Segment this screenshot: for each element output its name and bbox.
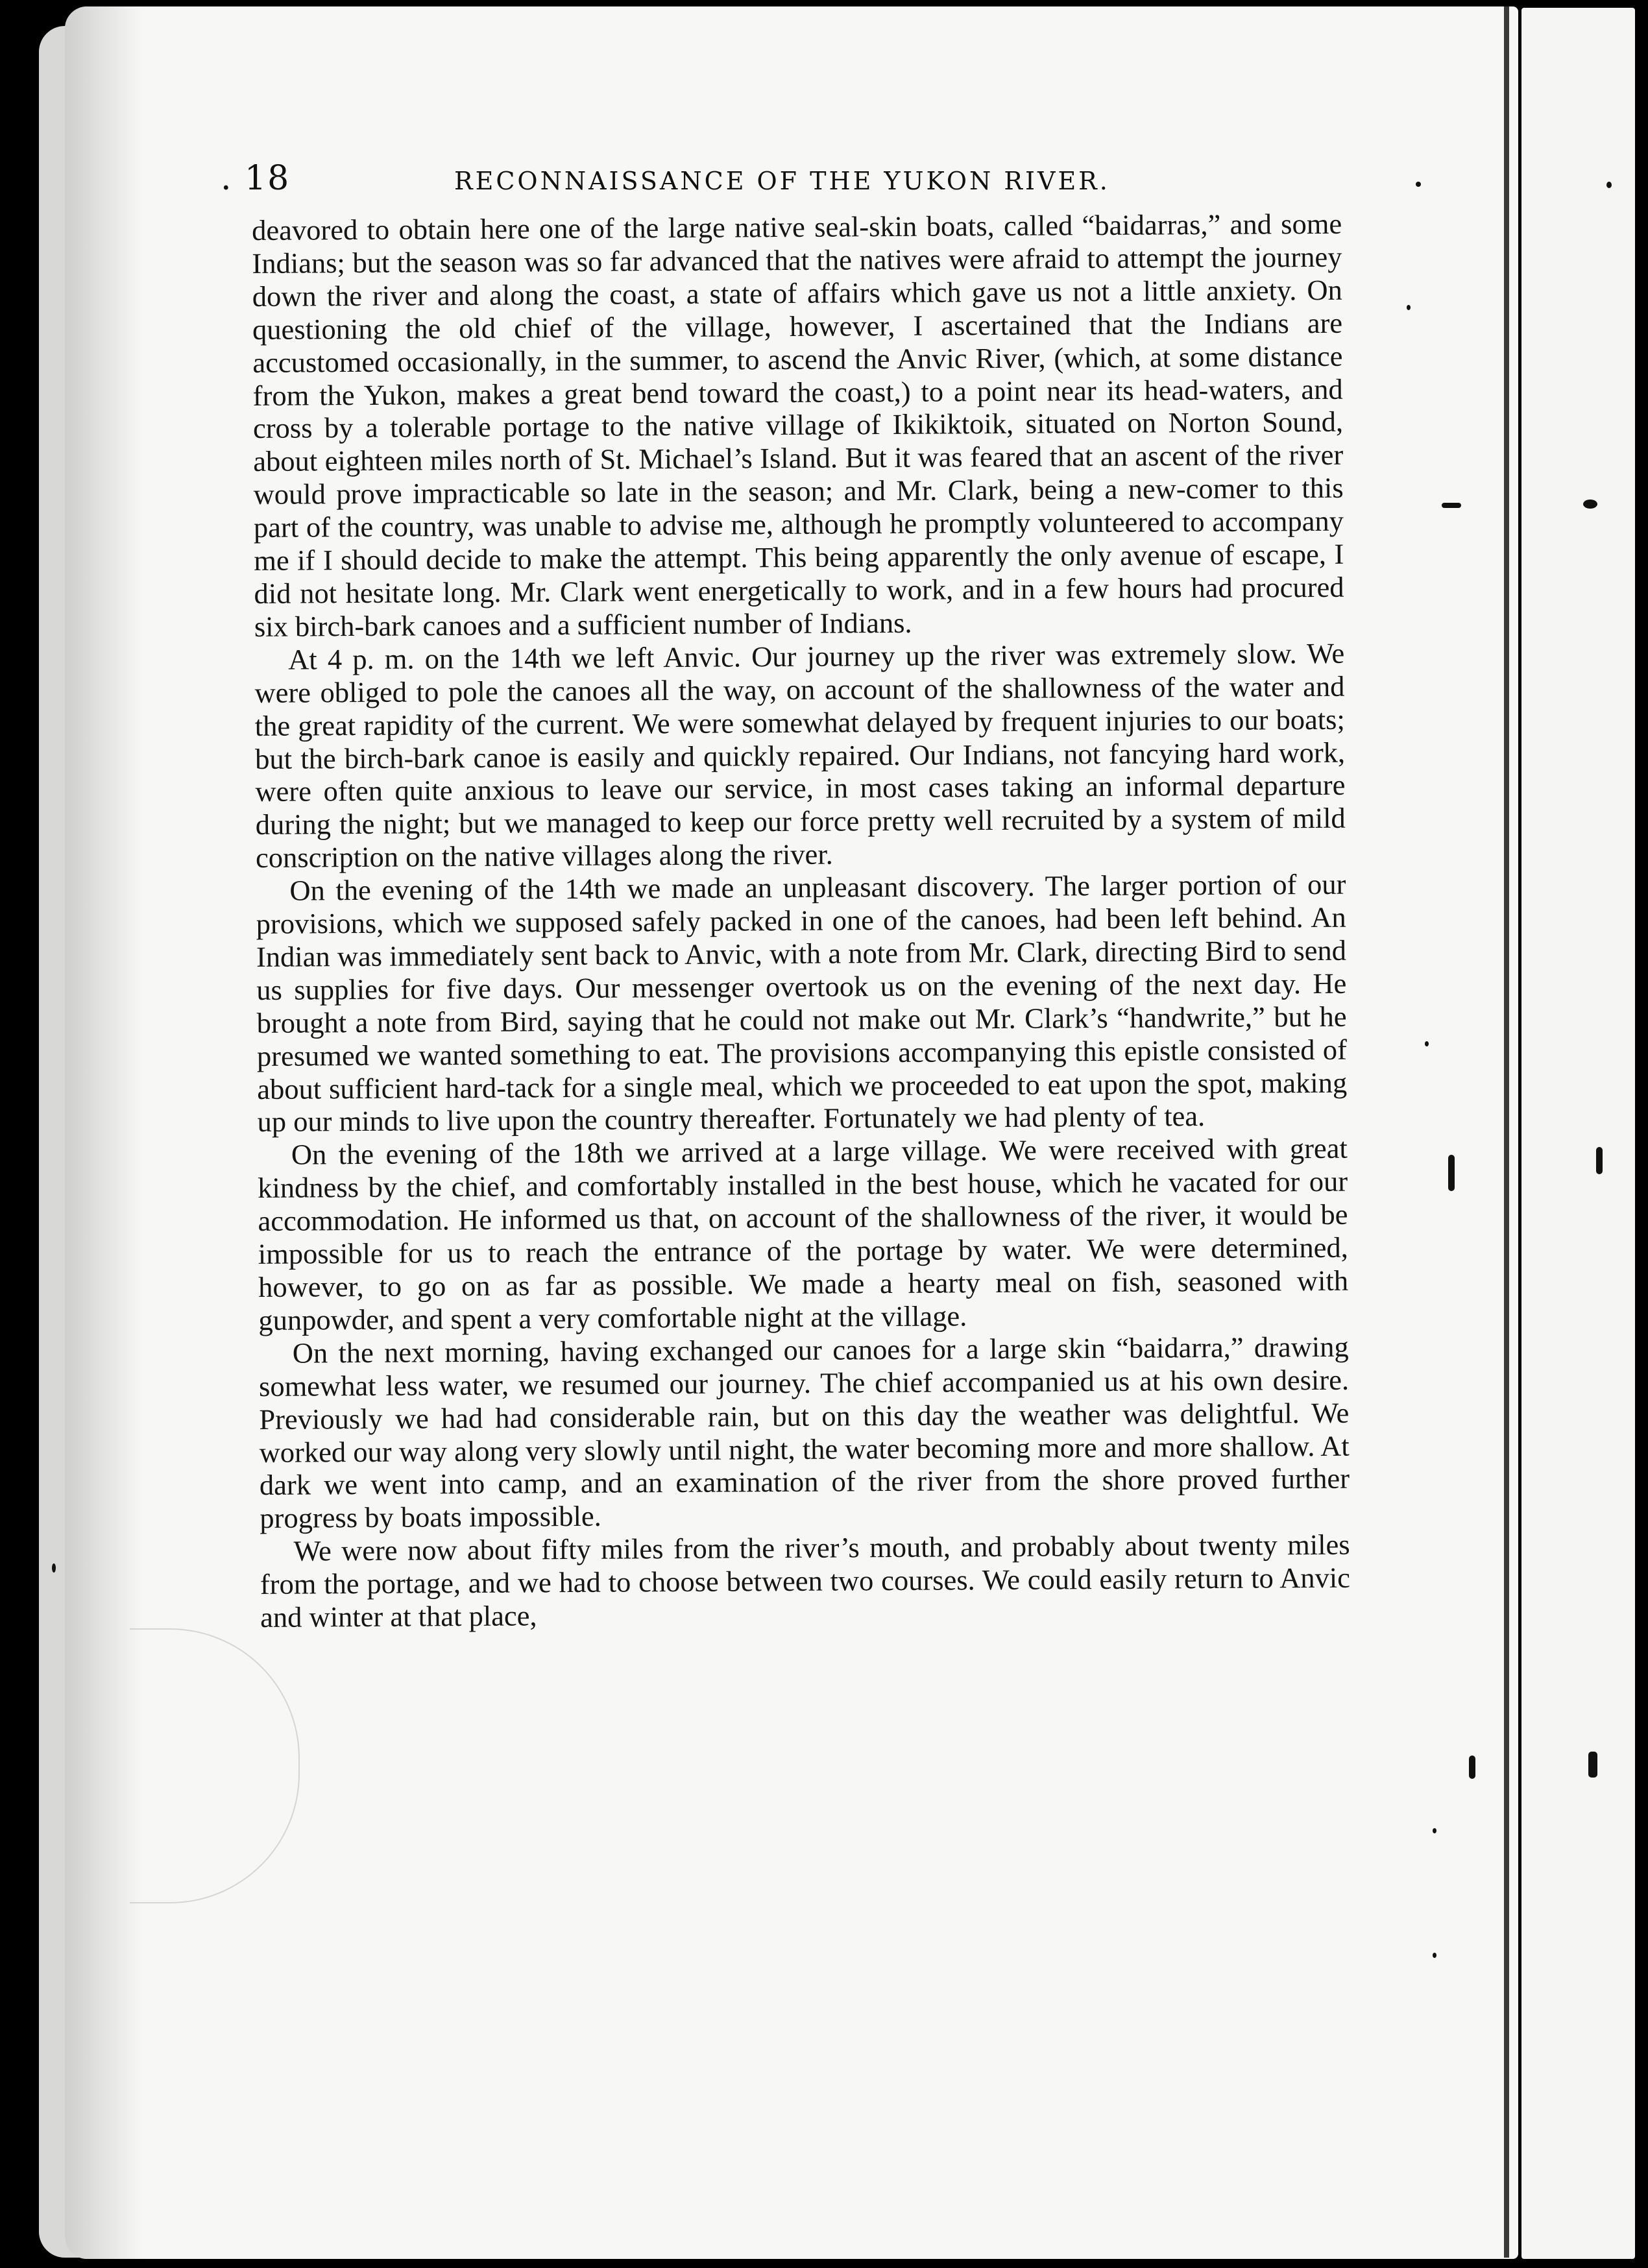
scan-speck: [1596, 1147, 1603, 1174]
scan-speck: [52, 1563, 56, 1573]
paper-curl-mark: [130, 1628, 300, 1903]
paragraph: At 4 p. m. on the 14th we left Anvic. Our journey up the river was extremely slow. We were obliged to pole the canoes all the way, on account of the shallowness of the water and the great rapidity of the current. We were somewhat delayed by frequent injuries to our boats; but the birch-bark canoe is easily and quickly repaired. Our Indians, not fancying hard work, were often quite anxious to leave our service, in most cases taking an informal departure during the night; but we managed to keep our force pretty well recruited by a system of mild conscription on the native villages along the river.: [254, 636, 1346, 875]
scan-speck: [1588, 1752, 1597, 1778]
scan-speck: [1416, 182, 1421, 187]
scan-speck: [1469, 1755, 1475, 1779]
running-title: RECONNAISSANCE OF THE YUKON RIVER.: [454, 167, 1110, 195]
paragraph: On the next morning, having exchanged our canoes for a large skin “baidarra,” drawing somewhat less water, we resumed our journey. The chief accompanied us at his own desire. Previously we had had considerable rain, but on this day the weather was delightful. We worked our way along very slowly until night, the water becoming more and more shallow. At dark we went into camp, and an examination of the river from the shore proved further progress by boats impossible.: [258, 1330, 1350, 1535]
scan-speck: [1433, 1953, 1436, 1958]
scan-speck: [1583, 500, 1597, 509]
scan-speck: [1606, 182, 1612, 188]
scan-speck: [1425, 1041, 1429, 1046]
scan-speck: [1433, 1828, 1436, 1833]
paragraph: We were now about fifty miles from the river’s mouth, and probably about twenty miles from the portage, and we had to choose between two courses. We could easily return to Anvic and winter at that place,: [260, 1528, 1351, 1634]
scan-speck: [1442, 503, 1461, 508]
paragraph: On the evening of the 14th we made an unpleasant discovery. The larger portion of our provisions, which we supposed safely packed in one of the canoes, had been left behind. An Indian was immediately sent back to Anvic, with a note from Mr. Clark, directing Bird to send us supplies for five days. Our messenger overtook us on the evening of the next day. He brought a note from Bird, saying that he could not make out Mr. Clark’s “handwrite,” but he presumed we wanted something to eat. The provisions accompanying this epistle consisted of about sufficient hard-tack for a single meal, which we proceeded to eat upon the spot, making up our minds to live upon the country thereafter. Fortunately we had plenty of tea.: [256, 867, 1348, 1139]
scan-speck: [1407, 305, 1411, 310]
scan-speck: [1448, 1155, 1455, 1191]
page-number: . 18: [221, 159, 291, 198]
paragraph: deavored to obtain here one of the large native seal-skin boats, called “baidarras,” and some Indians; but the season was so far advanced that the natives were afraid to attempt the journey down the river and along the coast, a state of affairs which gave us not a little anxiety. On questioning the old chief of the village, however, I ascertained that the Indians are accustomed occasionally, in the summer, to ascend the Anvic River, (which, at some distance from the Yukon, makes a great bend toward the coast,) to a point near its head-waters, and cross by a tolerable portage to the native village of Ikikiktoik, situated on Norton Sound, about eighteen miles north of St. Michael’s Island. But it was feared that an ascent of the river would prove impracticable so late in the season; and Mr. Clark, being a new-comer to this part of the country, was unable to advise me, although he promptly volunteered to accompany me if I should decide to make the attempt. This being apparently the only avenue of escape, I did not hesitate long. Mr. Clark went energetically to work, and in a few hours had procured six birch-bark canoes and a sufficient number of Indians.: [252, 207, 1344, 643]
page-divider: [1504, 6, 1509, 2258]
paragraph: On the evening of the 18th we arrived at a large village. We were received with great kindness by the chief, and comfortably installed in the best house, which he vacated for our accommodation. He informed us that, on account of the shallowness of the river, it would be impossible for us to reach the entrance of the portage by water. We were determined, however, to go on as far as possible. We made a hearty meal on fish, seasoned with gunpowder, and spent a very comfortable night at the village.: [258, 1132, 1349, 1336]
gutter-shadow: [65, 6, 143, 2259]
page-header: [221, 159, 1129, 204]
facing-page-edge: [1521, 8, 1635, 2259]
body-text: [252, 208, 1350, 1634]
